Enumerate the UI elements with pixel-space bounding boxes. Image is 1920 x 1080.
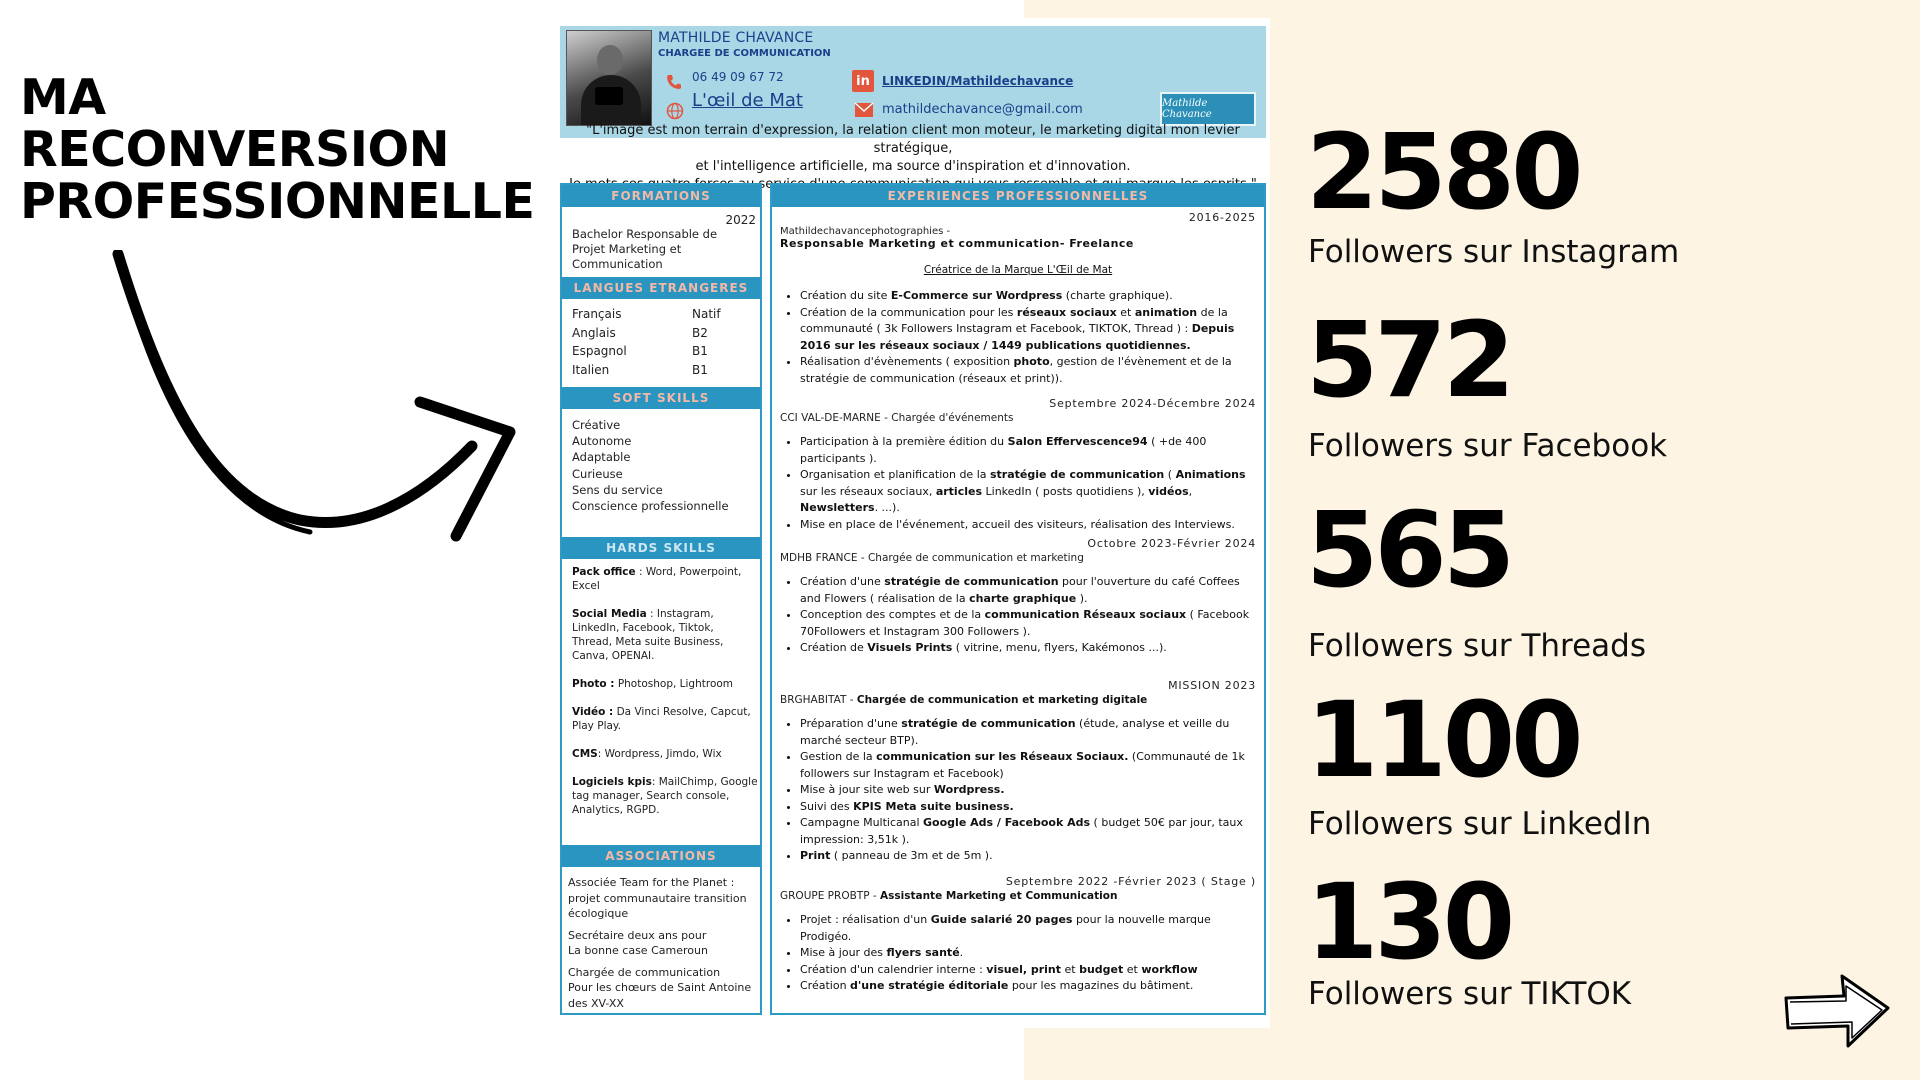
job-title: Chargée de communication et marketing (867, 552, 1084, 564)
job-company: GROUPE PROBTP - (780, 890, 880, 902)
spacer (780, 706, 1256, 716)
hard-skill-line: Play Play. (572, 720, 621, 732)
cv-role: CHARGEE DE COMMUNICATION (658, 48, 831, 59)
spacer (780, 902, 1256, 912)
formation-year: 2022 (725, 213, 756, 227)
job-title: Chargée d'événements (891, 412, 1014, 424)
job-bullet: • Projet : réalisation d'un Guide salarié 20 pages pour la nouvelle marque Prodigéo. (800, 912, 1256, 945)
stat-value: 130 (1306, 861, 1512, 983)
formation-degree (572, 227, 717, 272)
title-line-1: MA (20, 69, 106, 126)
hard-skill-line: Canva, OPENAI. (572, 650, 655, 662)
bullet-emphasis: d'une stratégie éditoriale (850, 979, 1009, 992)
globe-icon (666, 102, 684, 120)
association-line: écologique (568, 907, 629, 920)
association-line: Pour les chœurs de Saint Antoine (568, 981, 752, 994)
profile-photo (566, 30, 652, 126)
job-company: BRGHABITAT - (780, 694, 857, 706)
job-title: Responsable Marketing et communication- Freelance (780, 237, 1134, 250)
degree-line: Bachelor Responsable de (572, 227, 718, 241)
hard-skill-line: Pack office : Word, Powerpoint, (572, 566, 742, 578)
association-item (568, 928, 760, 959)
formations-heading: FORMATIONS (562, 185, 760, 207)
job-header (780, 890, 1256, 902)
linkedin-icon: in (852, 70, 874, 92)
associations-list (568, 875, 760, 1017)
bullet-emphasis: Print (800, 849, 831, 862)
hard-skill-item (572, 705, 762, 733)
job-entry (780, 211, 1256, 387)
cv-phone: 06 49 09 67 72 (692, 70, 784, 84)
job-company: CCI VAL-DE-MARNE - (780, 412, 892, 424)
next-arrow-icon[interactable] (1782, 968, 1894, 1052)
bullet-emphasis: Google Ads / Facebook Ads (923, 816, 1091, 829)
bullet-emphasis: flyers santé (886, 946, 960, 959)
cv-name: MATHILDE CHAVANCE (658, 30, 814, 46)
job-date: 2016-2025 (1188, 211, 1256, 224)
soft-skills-heading: SOFT SKILLS (562, 387, 760, 409)
bullet-emphasis: communication Réseaux sociaux (984, 608, 1187, 621)
cv-right-column (770, 183, 1266, 1015)
degree-line: Communication (572, 257, 663, 271)
bullet-emphasis: charte graphique (969, 591, 1077, 605)
hard-skill-line: CMS: Wordpress, Jimdo, Wix (572, 748, 722, 760)
job-bullet: • Création d'une stratégie de communication pour l'ouverture du café Coffees and Flowers ( réalisation de la charte graphique ). (800, 574, 1256, 607)
bullet-emphasis: Depuis 2016 sur les réseaux sociaux / 1449 publications quotidiennes. (800, 322, 1235, 352)
job-company: MDHB FRANCE - (780, 552, 868, 564)
job-company: Mathildechavancephotographies - (780, 226, 951, 237)
bullet-emphasis: Salon Effervescence94 (1007, 435, 1148, 448)
job-header (780, 694, 1256, 706)
hard-skill-line: Excel (572, 580, 600, 592)
soft-skill-item: Adaptable (572, 450, 631, 465)
associations-heading: ASSOCIATIONS (562, 845, 760, 867)
hard-skill-label: Pack office (572, 566, 636, 578)
stat-label: Followers sur Instagram (1308, 234, 1680, 270)
language-level: B2 (692, 325, 708, 340)
hard-skills-heading: HARDS SKILLS (562, 537, 760, 559)
soft-skill-item: Créative (572, 418, 621, 432)
job-bullets (780, 288, 1256, 387)
job-entry (780, 679, 1256, 865)
hard-skill-line: Vidéo : Da Vinci Resolve, Capcut, (572, 706, 751, 718)
job-header (780, 226, 1256, 250)
job-title: Assistante Marketing et Communication (880, 890, 1118, 902)
hard-skill-label: Social Media (572, 608, 647, 620)
language-name: Français (572, 307, 622, 321)
job-bullet: • Réalisation d'évènements ( exposition photo, gestion de l'évènement et de la stratégie de communication (réseaux et print)). (800, 354, 1256, 387)
association-line: des XV-XX (568, 996, 624, 1010)
hard-skill-item (572, 677, 762, 691)
bullet-emphasis: stratégie de communication (884, 575, 1059, 588)
cv-left-column (560, 183, 762, 1015)
association-line: La bonne case Cameroun (568, 944, 708, 957)
hard-skill-item (572, 747, 762, 761)
job-bullet: • Création du site E-Commerce sur Wordpress (charte graphique). (800, 288, 1256, 305)
spacer (780, 424, 1256, 434)
hard-skill-item (572, 607, 762, 663)
cv-email: mathildechavance@gmail.com (882, 102, 1083, 117)
stat-label: Followers sur Threads (1308, 628, 1647, 664)
soft-skill-item: Sens du service (572, 482, 663, 497)
job-bullet: • Création d'une stratégie éditoriale pour les magazines du bâtiment. (800, 978, 1256, 995)
hard-skill-label: Logiciels kpis (572, 776, 652, 788)
job-title: Chargée de communication et marketing digitale (856, 694, 1148, 706)
bullet-emphasis: workflow (1141, 962, 1198, 976)
hard-skill-line: tag manager, Search console, (572, 790, 730, 802)
job-entry (780, 397, 1256, 533)
language-level: B1 (692, 344, 708, 358)
association-item (568, 875, 760, 922)
job-bullet: • Préparation d'une stratégie de communication (étude, analyse et veille du marché secteur BTP). (800, 716, 1256, 749)
cv-document (554, 18, 1270, 1028)
job-bullet: • Campagne Multicanal Google Ads / Facebook Ads ( budget 50€ par jour, taux impression: 3,51k ). (800, 815, 1256, 848)
bullet-emphasis: articles (935, 484, 983, 498)
bullet-emphasis: E-Commerce sur Wordpress (890, 289, 1063, 302)
job-bullet: • Mise en place de l'événement, accueil des visiteurs, réalisation des Interviews. (800, 517, 1256, 534)
cv-linkedin-link[interactable]: LINKEDIN/Mathildechavance (882, 74, 1074, 88)
job-subtitle: Créatrice de la Marque L'Œil de Mat (923, 264, 1113, 276)
bullet-emphasis: stratégie de communication (990, 468, 1165, 481)
curved-arrow-icon (100, 250, 520, 550)
stat-value: 572 (1306, 299, 1512, 421)
job-bullets (780, 912, 1256, 995)
hard-skill-label: Photo : (572, 678, 615, 690)
spacer (780, 564, 1256, 574)
job-date: Octobre 2023-Février 2024 (1087, 537, 1256, 550)
hard-skills-list (572, 565, 762, 831)
quote-line: "L'image est mon terrain d'expression, la relation client mon moteur, le marketing digital mon levier stratégique, (586, 123, 1240, 156)
stat-value: 565 (1306, 489, 1512, 611)
mail-icon (854, 102, 874, 118)
language-name: Espagnol (572, 344, 627, 358)
hard-skill-line: Social Media : Instagram, (572, 608, 714, 620)
bullet-emphasis: Animations (1175, 468, 1246, 481)
language-level: Natif (692, 307, 721, 321)
job-bullet: • Print ( panneau de 3m et de 5m ). (800, 848, 1256, 865)
job-bullet: • Organisation et planification de la stratégie de communication ( Animations sur les réseaux sociaux, articles LinkedIn ( posts quotidiens ), vidéos, Newsletters. ...). (800, 467, 1256, 517)
bullet-emphasis: Newsletters (800, 501, 875, 514)
bullet-emphasis: Visuels Prints (867, 641, 953, 654)
hard-skill-line: LinkedIn, Facebook, Tiktok, (572, 622, 714, 634)
job-bullet: • Suivi des KPIS Meta suite business. (800, 799, 1256, 816)
bullet-emphasis: KPIS Meta suite business. (853, 799, 1014, 813)
association-line: Associée Team for the Planet : (568, 876, 735, 889)
quote-line: et l'intelligence artificielle, ma source d'inspiration et d'innovation. (695, 159, 1131, 174)
cv-site-link[interactable]: L'œil de Mat (692, 90, 803, 111)
page-title (20, 69, 560, 230)
hard-skill-line: Analytics, RGPD. (572, 804, 660, 816)
bullet-emphasis: stratégie de communication (901, 717, 1076, 730)
job-entry (780, 875, 1256, 995)
bullet-emphasis: animation (1134, 305, 1198, 319)
hard-skill-line: Logiciels kpis: MailChimp, Google (572, 776, 758, 788)
soft-skill-item: Curieuse (572, 466, 623, 481)
bullet-emphasis: photo (1013, 355, 1050, 368)
job-bullet: • Gestion de la communication sur les Réseaux Sociaux. (Communauté de 1k followers sur Instagram et Facebook) (800, 749, 1256, 782)
soft-skills-list (572, 417, 729, 514)
bullet-emphasis: communication sur les Réseaux Sociaux. (876, 750, 1129, 763)
job-header (780, 412, 1256, 424)
soft-skill-item: Conscience professionnelle (572, 499, 729, 514)
bullet-emphasis: budget (1079, 962, 1124, 976)
bullet-emphasis: Wordpress. (933, 783, 1005, 796)
job-entry (780, 537, 1256, 657)
job-bullet: • Conception des comptes et de la communication Réseaux sociaux ( Facebook 70Followers et Instagram 300 Followers ). (800, 607, 1256, 640)
stat-label: Followers sur Facebook (1308, 428, 1668, 464)
soft-skill-item: Autonome (572, 434, 632, 449)
stat-label: Followers sur LinkedIn (1308, 806, 1652, 842)
stat-value: 1100 (1306, 679, 1580, 801)
association-item (568, 965, 760, 1012)
title-line-3: PROFESSIONNELLE (20, 173, 535, 230)
title-line-2: RECONVERSION (20, 121, 450, 178)
job-bullet: • Mise à jour site web sur Wordpress. (800, 782, 1256, 799)
degree-line: Projet Marketing et (572, 242, 682, 256)
job-bullet: • Participation à la première édition du Salon Effervescence94 ( +de 400 participants ). (800, 434, 1256, 467)
job-bullets (780, 716, 1256, 865)
hard-skill-line: Photo : Photoshop, Lightroom (572, 678, 734, 690)
language-name: Italien (572, 362, 610, 377)
hard-skill-item (572, 565, 762, 593)
job-bullet: • Création de la communication pour les réseaux sociaux et animation de la communauté ( 3k Followers Instagram et Facebook, TIKTOK, Thread ) : Depuis 2016 sur les réseaux sociaux / 1449 publications quotidiennes. (800, 305, 1256, 355)
hard-skill-line: Thread, Meta suite Business, (572, 636, 724, 648)
stat-value: 2580 (1306, 111, 1580, 233)
job-date: Septembre 2024-Décembre 2024 (1049, 397, 1256, 410)
hard-skill-item (572, 775, 762, 817)
job-bullet: • Mise à jour des flyers santé. (800, 945, 1256, 962)
language-level: B1 (692, 362, 708, 377)
phone-icon (666, 74, 682, 90)
job-date: Septembre 2022 -Février 2023 ( Stage ) (1005, 875, 1256, 888)
signature-logo: Mathilde Chavance (1160, 92, 1256, 126)
bullet-emphasis: Guide salarié 20 pages (930, 913, 1073, 926)
language-name: Anglais (572, 325, 616, 340)
stat-label: Followers sur TIKTOK (1308, 976, 1632, 1012)
hard-skill-label: Vidéo : (572, 706, 614, 718)
job-bullets (780, 434, 1256, 533)
association-line: projet communautaire transition (568, 891, 747, 905)
experiences-heading: EXPERIENCES PROFESSIONNELLES (772, 185, 1264, 207)
langues-heading: LANGUES ETRANGERES (562, 277, 760, 299)
association-line: Chargée de communication (568, 965, 721, 979)
job-bullet: • Création de Visuels Prints ( vitrine, menu, flyers, Kakémonos ...). (800, 640, 1256, 657)
job-header (780, 552, 1256, 564)
hard-skill-label: CMS (572, 748, 598, 760)
job-bullet: • Création d'un calendrier interne : visuel, print et budget et workflow (800, 962, 1256, 979)
job-date: MISSION 2023 (1168, 679, 1256, 692)
bullet-emphasis: vidéos (1148, 484, 1189, 498)
bullet-emphasis: visuel, print (986, 962, 1062, 976)
association-line: Secrétaire deux ans pour (568, 928, 707, 942)
job-bullets (780, 574, 1256, 657)
bullet-emphasis: réseaux sociaux (1016, 305, 1117, 319)
